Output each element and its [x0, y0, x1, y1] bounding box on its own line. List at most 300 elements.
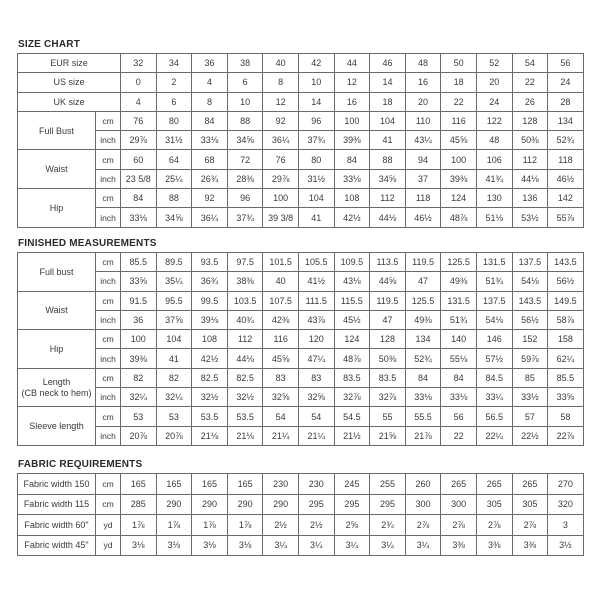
finished-measurements-table	[17, 252, 584, 446]
value-cell: 85.5	[548, 368, 584, 387]
table-row	[18, 111, 584, 130]
value-cell: 31½	[156, 131, 192, 150]
unit-label: inch	[96, 272, 121, 291]
value-cell: 51⅛	[476, 208, 512, 227]
value-cell: 49⅜	[441, 272, 477, 291]
value-cell: 22½	[512, 426, 548, 445]
value-cell: 3½	[548, 535, 584, 556]
value-cell: 2⅞	[405, 515, 441, 536]
row-label: Fabric width 115	[18, 494, 96, 515]
value-cell: 84	[192, 111, 228, 130]
value-cell: 52¾	[548, 131, 584, 150]
value-cell: 33⅛	[192, 131, 228, 150]
value-cell: 95.5	[156, 291, 192, 310]
row-label: Fabric width 60"	[18, 515, 96, 536]
value-cell: 265	[476, 474, 512, 495]
row-label: US size	[18, 73, 121, 92]
value-cell: 83	[263, 368, 299, 387]
value-cell: 83.5	[334, 368, 370, 387]
value-cell: 140	[441, 330, 477, 349]
value-cell: 52¾	[405, 349, 441, 368]
value-cell: 300	[441, 494, 477, 515]
value-cell: 131.5	[476, 253, 512, 272]
value-cell: 62¼	[548, 349, 584, 368]
value-cell: 36¼	[263, 131, 299, 150]
value-cell: 57	[512, 407, 548, 426]
value-cell: 3¼	[298, 535, 334, 556]
value-cell: 290	[192, 494, 228, 515]
unit-label: cm	[96, 330, 121, 349]
value-cell: 32	[121, 54, 157, 73]
value-cell: 137.5	[512, 253, 548, 272]
value-cell: 43¼	[405, 131, 441, 150]
value-cell: 54	[512, 54, 548, 73]
value-cell: 84	[121, 189, 157, 208]
group-label: Hip	[18, 189, 96, 228]
value-cell: 55	[370, 407, 406, 426]
fabric-requirements-title: FABRIC REQUIREMENTS	[18, 459, 143, 470]
value-cell: 20	[476, 73, 512, 92]
value-cell: 230	[263, 474, 299, 495]
value-cell: 82.5	[192, 368, 228, 387]
value-cell: 44⅛	[227, 349, 263, 368]
unit-label: inch	[96, 426, 121, 445]
value-cell: 89.5	[156, 253, 192, 272]
value-cell: 137.5	[476, 291, 512, 310]
table-row	[18, 272, 584, 291]
value-cell: 112	[227, 330, 263, 349]
value-cell: 165	[192, 474, 228, 495]
value-cell: 10	[298, 73, 334, 92]
value-cell: 42	[298, 54, 334, 73]
value-cell: 100	[263, 189, 299, 208]
table-row	[18, 291, 584, 310]
value-cell: 119.5	[405, 253, 441, 272]
value-cell: 36¾	[192, 272, 228, 291]
value-cell: 39⅜	[441, 169, 477, 188]
value-cell: 21⅝	[370, 426, 406, 445]
value-cell: 48⅞	[441, 208, 477, 227]
value-cell: 32⅝	[263, 388, 299, 407]
value-cell: 34	[156, 54, 192, 73]
value-cell: 103.5	[227, 291, 263, 310]
value-cell: 92	[192, 189, 228, 208]
value-cell: 3⅜	[512, 535, 548, 556]
value-cell: 21½	[334, 426, 370, 445]
value-cell: 44⅛	[512, 169, 548, 188]
value-cell: 265	[441, 474, 477, 495]
value-cell: 44	[334, 54, 370, 73]
value-cell: 21¼	[263, 426, 299, 445]
value-cell: 16	[334, 92, 370, 111]
value-cell: 16	[405, 73, 441, 92]
value-cell: 295	[334, 494, 370, 515]
value-cell: 295	[370, 494, 406, 515]
table-row	[18, 349, 584, 368]
value-cell: 50	[441, 54, 477, 73]
unit-label: cm	[96, 407, 121, 426]
value-cell: 295	[298, 494, 334, 515]
value-cell: 305	[512, 494, 548, 515]
row-label: UK size	[18, 92, 121, 111]
value-cell: 130	[476, 189, 512, 208]
value-cell: 40	[263, 54, 299, 73]
value-cell: 111.5	[298, 291, 334, 310]
value-cell: 100	[334, 111, 370, 130]
value-cell: 32⅞	[334, 388, 370, 407]
table-row	[18, 208, 584, 227]
value-cell: 49⅜	[405, 310, 441, 329]
value-cell: 41	[370, 131, 406, 150]
value-cell: 20⅞	[156, 426, 192, 445]
table-row	[18, 310, 584, 329]
row-label: EUR size	[18, 54, 121, 73]
size-chart-title: SIZE CHART	[18, 39, 80, 50]
table-row	[18, 150, 584, 169]
value-cell: 56½	[548, 272, 584, 291]
value-cell: 290	[263, 494, 299, 515]
value-cell: 3⅛	[156, 535, 192, 556]
value-cell: 245	[334, 474, 370, 495]
value-cell: 21⅞	[405, 426, 441, 445]
table-row	[18, 474, 584, 495]
unit-label: yd	[96, 515, 121, 536]
value-cell: 146	[476, 330, 512, 349]
value-cell: 116	[441, 111, 477, 130]
value-cell: 320	[548, 494, 584, 515]
value-cell: 3⅛	[121, 535, 157, 556]
value-cell: 33⅛	[441, 388, 477, 407]
value-cell: 28⅜	[227, 169, 263, 188]
value-cell: 85.5	[121, 253, 157, 272]
value-cell: 44⅛	[370, 208, 406, 227]
value-cell: 3¼	[370, 535, 406, 556]
group-label: Full bust	[18, 253, 96, 292]
value-cell: 34⅝	[156, 208, 192, 227]
value-cell: 37¾	[227, 208, 263, 227]
value-cell: 45½	[334, 310, 370, 329]
value-cell: 41½	[298, 272, 334, 291]
value-cell: 122	[476, 111, 512, 130]
finished-measurements-title: FINISHED MEASUREMENTS	[18, 238, 157, 249]
value-cell: 37¾	[298, 131, 334, 150]
value-cell: 76	[121, 111, 157, 130]
table-row	[18, 169, 584, 188]
value-cell: 28	[548, 92, 584, 111]
table-row	[18, 330, 584, 349]
value-cell: 55⅛	[441, 349, 477, 368]
value-cell: 35¼	[156, 272, 192, 291]
value-cell: 152	[512, 330, 548, 349]
value-cell: 104	[156, 330, 192, 349]
value-cell: 32¼	[156, 388, 192, 407]
unit-label: cm	[96, 368, 121, 387]
value-cell: 32⅝	[298, 388, 334, 407]
value-cell: 96	[227, 189, 263, 208]
value-cell: 57½	[476, 349, 512, 368]
size-chart-table	[17, 53, 584, 228]
value-cell: 100	[121, 330, 157, 349]
value-cell: 31½	[298, 169, 334, 188]
group-label: Length (CB neck to hem)	[18, 368, 96, 407]
unit-label: cm	[96, 494, 121, 515]
value-cell: 2½	[263, 515, 299, 536]
value-cell: 255	[370, 474, 406, 495]
value-cell: 46½	[405, 208, 441, 227]
table-row	[18, 368, 584, 387]
value-cell: 131.5	[441, 291, 477, 310]
value-cell: 82	[156, 368, 192, 387]
value-cell: 37⅝	[156, 310, 192, 329]
value-cell: 118	[405, 189, 441, 208]
value-cell: 32½	[227, 388, 263, 407]
value-cell: 107.5	[263, 291, 299, 310]
value-cell: 42½	[192, 349, 228, 368]
value-cell: 38	[227, 54, 263, 73]
value-cell: 47¼	[298, 349, 334, 368]
value-cell: 165	[156, 474, 192, 495]
table-row	[18, 515, 584, 536]
value-cell: 4	[121, 92, 157, 111]
value-cell: 119.5	[370, 291, 406, 310]
value-cell: 300	[405, 494, 441, 515]
value-cell: 125.5	[441, 253, 477, 272]
value-cell: 84	[405, 368, 441, 387]
value-cell: 118	[548, 150, 584, 169]
value-cell: 43⅛	[334, 272, 370, 291]
table-row	[18, 73, 584, 92]
value-cell: 41	[156, 349, 192, 368]
value-cell: 128	[370, 330, 406, 349]
value-cell: 6	[227, 73, 263, 92]
value-cell: 158	[548, 330, 584, 349]
value-cell: 2⅞	[441, 515, 477, 536]
value-cell: 60	[121, 150, 157, 169]
value-cell: 34⅝	[227, 131, 263, 150]
value-cell: 113.5	[370, 253, 406, 272]
value-cell: 82.5	[227, 368, 263, 387]
value-cell: 143.5	[548, 253, 584, 272]
value-cell: 120	[298, 330, 334, 349]
unit-label: cm	[96, 111, 121, 130]
value-cell: 22	[441, 92, 477, 111]
value-cell: 55.5	[405, 407, 441, 426]
value-cell: 104	[370, 111, 406, 130]
value-cell: 91.5	[121, 291, 157, 310]
value-cell: 2	[156, 73, 192, 92]
value-cell: 72	[227, 150, 263, 169]
value-cell: 22¼	[476, 426, 512, 445]
value-cell: 290	[227, 494, 263, 515]
value-cell: 34⅝	[370, 169, 406, 188]
value-cell: 54	[298, 407, 334, 426]
value-cell: 165	[227, 474, 263, 495]
value-cell: 2⅞	[512, 515, 548, 536]
value-cell: 54.5	[334, 407, 370, 426]
value-cell: 305	[476, 494, 512, 515]
row-label: Fabric width 150	[18, 474, 96, 495]
value-cell: 142	[548, 189, 584, 208]
value-cell: 12	[263, 92, 299, 111]
unit-label: yd	[96, 535, 121, 556]
value-cell: 42⅜	[263, 310, 299, 329]
value-cell: 3¼	[263, 535, 299, 556]
value-cell: 41¾	[476, 169, 512, 188]
group-label: Full Bust	[18, 111, 96, 150]
value-cell: 56	[548, 54, 584, 73]
value-cell: 33⅛	[121, 208, 157, 227]
value-cell: 56	[441, 407, 477, 426]
unit-label: cm	[96, 253, 121, 272]
value-cell: 58⅞	[548, 310, 584, 329]
fabric-requirements-table	[17, 473, 584, 556]
group-label: Hip	[18, 330, 96, 369]
value-cell: 22⅞	[548, 426, 584, 445]
value-cell: 50⅜	[370, 349, 406, 368]
value-cell: 149.5	[548, 291, 584, 310]
value-cell: 80	[298, 150, 334, 169]
value-cell: 96	[298, 111, 334, 130]
value-cell: 21¼	[298, 426, 334, 445]
value-cell: 32⅞	[370, 388, 406, 407]
value-cell: 124	[334, 330, 370, 349]
value-cell: 18	[370, 92, 406, 111]
value-cell: 8	[192, 92, 228, 111]
value-cell: 51¾	[441, 310, 477, 329]
value-cell: 115.5	[334, 291, 370, 310]
value-cell: 93.5	[192, 253, 228, 272]
value-cell: 1⅞	[192, 515, 228, 536]
value-cell: 36¼	[192, 208, 228, 227]
value-cell: 18	[441, 73, 477, 92]
unit-label: cm	[96, 291, 121, 310]
value-cell: 76	[263, 150, 299, 169]
value-cell: 143.5	[512, 291, 548, 310]
value-cell: 105.5	[298, 253, 334, 272]
table-row	[18, 253, 584, 272]
table-row	[18, 388, 584, 407]
value-cell: 40	[263, 272, 299, 291]
value-cell: 6	[156, 92, 192, 111]
value-cell: 14	[298, 92, 334, 111]
value-cell: 50⅜	[512, 131, 548, 150]
value-cell: 110	[405, 111, 441, 130]
value-cell: 128	[512, 111, 548, 130]
value-cell: 39⅜	[121, 349, 157, 368]
value-cell: 2⅝	[334, 515, 370, 536]
value-cell: 2½	[298, 515, 334, 536]
value-cell: 39 3/8	[263, 208, 299, 227]
value-cell: 54	[263, 407, 299, 426]
unit-label: inch	[96, 208, 121, 227]
table-row	[18, 92, 584, 111]
value-cell: 2⅞	[476, 515, 512, 536]
value-cell: 20⅞	[121, 426, 157, 445]
value-cell: 270	[548, 474, 584, 495]
value-cell: 92	[263, 111, 299, 130]
value-cell: 48	[476, 131, 512, 150]
value-cell: 22	[512, 73, 548, 92]
value-cell: 40¾	[227, 310, 263, 329]
unit-label: cm	[96, 474, 121, 495]
value-cell: 134	[405, 330, 441, 349]
value-cell: 3⅜	[441, 535, 477, 556]
value-cell: 48	[405, 54, 441, 73]
value-cell: 260	[405, 474, 441, 495]
value-cell: 124	[441, 189, 477, 208]
value-cell: 21⅛	[192, 426, 228, 445]
value-cell: 136	[512, 189, 548, 208]
group-label: Waist	[18, 291, 96, 330]
value-cell: 51¾	[476, 272, 512, 291]
value-cell: 26¾	[192, 169, 228, 188]
value-cell: 1⅞	[156, 515, 192, 536]
value-cell: 56.5	[476, 407, 512, 426]
value-cell: 108	[192, 330, 228, 349]
value-cell: 230	[298, 474, 334, 495]
value-cell: 2¾	[370, 515, 406, 536]
value-cell: 23 5/8	[121, 169, 157, 188]
table-row	[18, 407, 584, 426]
value-cell: 56½	[512, 310, 548, 329]
value-cell: 165	[121, 474, 157, 495]
group-label: Waist	[18, 150, 96, 189]
value-cell: 82	[121, 368, 157, 387]
table-row	[18, 189, 584, 208]
value-cell: 20	[405, 92, 441, 111]
value-cell: 45⅝	[441, 131, 477, 150]
value-cell: 84.5	[476, 368, 512, 387]
value-cell: 42½	[334, 208, 370, 227]
value-cell: 85	[512, 368, 548, 387]
value-cell: 94	[405, 150, 441, 169]
value-cell: 33⅛	[405, 388, 441, 407]
value-cell: 97.5	[227, 253, 263, 272]
value-cell: 33⅝	[548, 388, 584, 407]
value-cell: 80	[156, 111, 192, 130]
value-cell: 24	[548, 73, 584, 92]
value-cell: 33⅝	[121, 272, 157, 291]
value-cell: 83.5	[370, 368, 406, 387]
value-cell: 38⅜	[227, 272, 263, 291]
value-cell: 44⅝	[370, 272, 406, 291]
table-row	[18, 535, 584, 556]
value-cell: 3⅛	[192, 535, 228, 556]
table-row	[18, 426, 584, 445]
value-cell: 46	[370, 54, 406, 73]
value-cell: 88	[156, 189, 192, 208]
row-label: Fabric width 45"	[18, 535, 96, 556]
value-cell: 1⅞	[227, 515, 263, 536]
value-cell: 55⅞	[548, 208, 584, 227]
value-cell: 116	[263, 330, 299, 349]
value-cell: 104	[298, 189, 334, 208]
value-cell: 10	[227, 92, 263, 111]
value-cell: 12	[334, 73, 370, 92]
value-cell: 84	[334, 150, 370, 169]
value-cell: 53½	[512, 208, 548, 227]
value-cell: 134	[548, 111, 584, 130]
value-cell: 64	[156, 150, 192, 169]
unit-label: inch	[96, 131, 121, 150]
value-cell: 125.5	[405, 291, 441, 310]
value-cell: 100	[441, 150, 477, 169]
value-cell: 29⅞	[263, 169, 299, 188]
group-label: Sleeve length	[18, 407, 96, 446]
value-cell: 99.5	[192, 291, 228, 310]
table-row	[18, 131, 584, 150]
value-cell: 112	[512, 150, 548, 169]
